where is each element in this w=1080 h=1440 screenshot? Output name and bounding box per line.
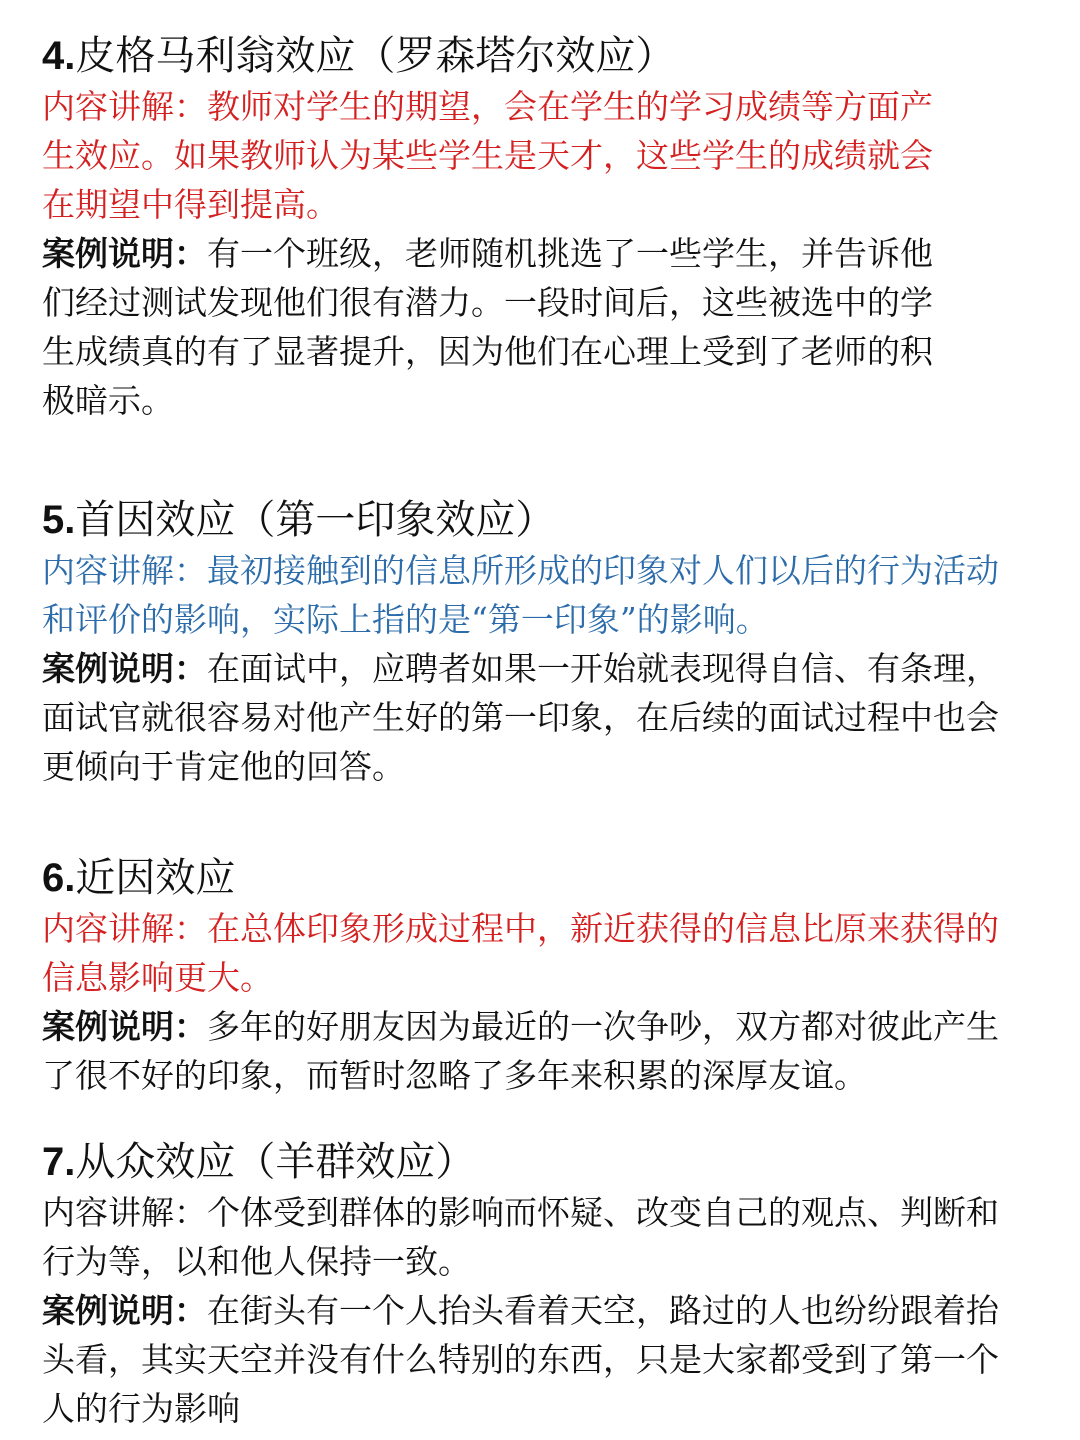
- explanation-line: 生效应。如果教师认为某些学生是天才，这些学生的成绩就会: [42, 136, 933, 175]
- explanation-label: 内容讲解：: [42, 909, 207, 948]
- section-heading: [42, 494, 1042, 546]
- case-text: 在街头有一个人抬头看着天空，路过的人也纷纷跟着抬: [207, 1291, 999, 1330]
- explanation-text: 教师对学生的期望，会在学生的学习成绩等方面产: [207, 87, 933, 126]
- explanation-paragraph: [42, 904, 1042, 1002]
- section-heading: [42, 30, 1042, 82]
- case-label: 案例说明：: [42, 649, 207, 688]
- case-text: 有一个班级，老师随机挑选了一些学生，并告诉他: [207, 234, 933, 273]
- explanation-label: 内容讲解：: [42, 87, 207, 126]
- section-number: 7.: [42, 1140, 76, 1184]
- case-line: 人的行为影响: [42, 1389, 240, 1428]
- section-6: [42, 852, 1042, 1100]
- explanation-line: [42, 546, 1042, 595]
- case-line: 更倾向于肯定他的回答。: [42, 747, 405, 786]
- case-line: 们经过测试发现他们很有潜力。一段时间后，这些被选中的学: [42, 283, 933, 322]
- case-text: 多年的好朋友因为最近的一次争吵，双方都对彼此产生: [207, 1007, 999, 1046]
- explanation-paragraph: [42, 546, 1042, 644]
- case-label: 案例说明：: [42, 1291, 207, 1330]
- section-title: 皮格马利翁效应（罗森塔尔效应）: [75, 33, 676, 79]
- explanation-line: 在期望中得到提高。: [42, 185, 339, 224]
- case-line: [42, 644, 1042, 693]
- section-number: 5.: [42, 498, 76, 542]
- explanation-paragraph: [42, 1188, 1042, 1286]
- explanation-label: 内容讲解：: [42, 551, 207, 590]
- explanation-label: 内容讲解：: [42, 1193, 207, 1232]
- explanation-text: 最初接触到的信息所形成的印象对人们以后的行为活动: [207, 551, 999, 590]
- section-7: [42, 1136, 1042, 1433]
- case-line: [42, 1286, 1042, 1335]
- case-paragraph: [42, 1002, 1042, 1100]
- explanation-line: 信息影响更大。: [42, 958, 273, 997]
- section-number: 4.: [42, 34, 76, 78]
- case-line: 了很不好的印象，而暂时忽略了多年来积累的深厚友谊。: [42, 1056, 867, 1095]
- case-paragraph: [42, 1286, 1042, 1433]
- case-line: 面试官就很容易对他产生好的第一印象，在后续的面试过程中也会: [42, 698, 999, 737]
- explanation-text: 在总体印象形成过程中，新近获得的信息比原来获得的: [207, 909, 999, 948]
- section-4: [42, 30, 1042, 425]
- explanation-line: [42, 904, 1042, 953]
- section-title: 从众效应（羊群效应）: [75, 1139, 476, 1185]
- section-title: 首因效应（第一印象效应）: [75, 497, 556, 543]
- case-paragraph: [42, 229, 1042, 425]
- case-label: 案例说明：: [42, 234, 207, 273]
- section-5: [42, 494, 1042, 791]
- case-paragraph: [42, 644, 1042, 791]
- explanation-line: 行为等，以和他人保持一致。: [42, 1242, 471, 1281]
- section-heading: [42, 1136, 1042, 1188]
- explanation-line: [42, 82, 1042, 131]
- case-line: [42, 1002, 1042, 1051]
- case-line: [42, 229, 1042, 278]
- case-label: 案例说明：: [42, 1007, 207, 1046]
- explanation-line: [42, 1188, 1042, 1237]
- case-line: 头看，其实天空并没有什么特别的东西，只是大家都受到了第一个: [42, 1340, 999, 1379]
- explanation-line: 和评价的影响，实际上指的是“第一印象”的影响。: [42, 600, 769, 639]
- explanation-text: 个体受到群体的影响而怀疑、改变自己的观点、判断和: [207, 1193, 999, 1232]
- section-number: 6.: [42, 856, 76, 900]
- case-line: 极暗示。: [42, 381, 174, 420]
- case-text: 在面试中，应聘者如果一开始就表现得自信、有条理，: [207, 649, 999, 688]
- section-heading: [42, 852, 1042, 904]
- explanation-paragraph: [42, 82, 1042, 229]
- case-line: 生成绩真的有了显著提升，因为他们在心理上受到了老师的积: [42, 332, 933, 371]
- section-title: 近因效应: [75, 855, 236, 901]
